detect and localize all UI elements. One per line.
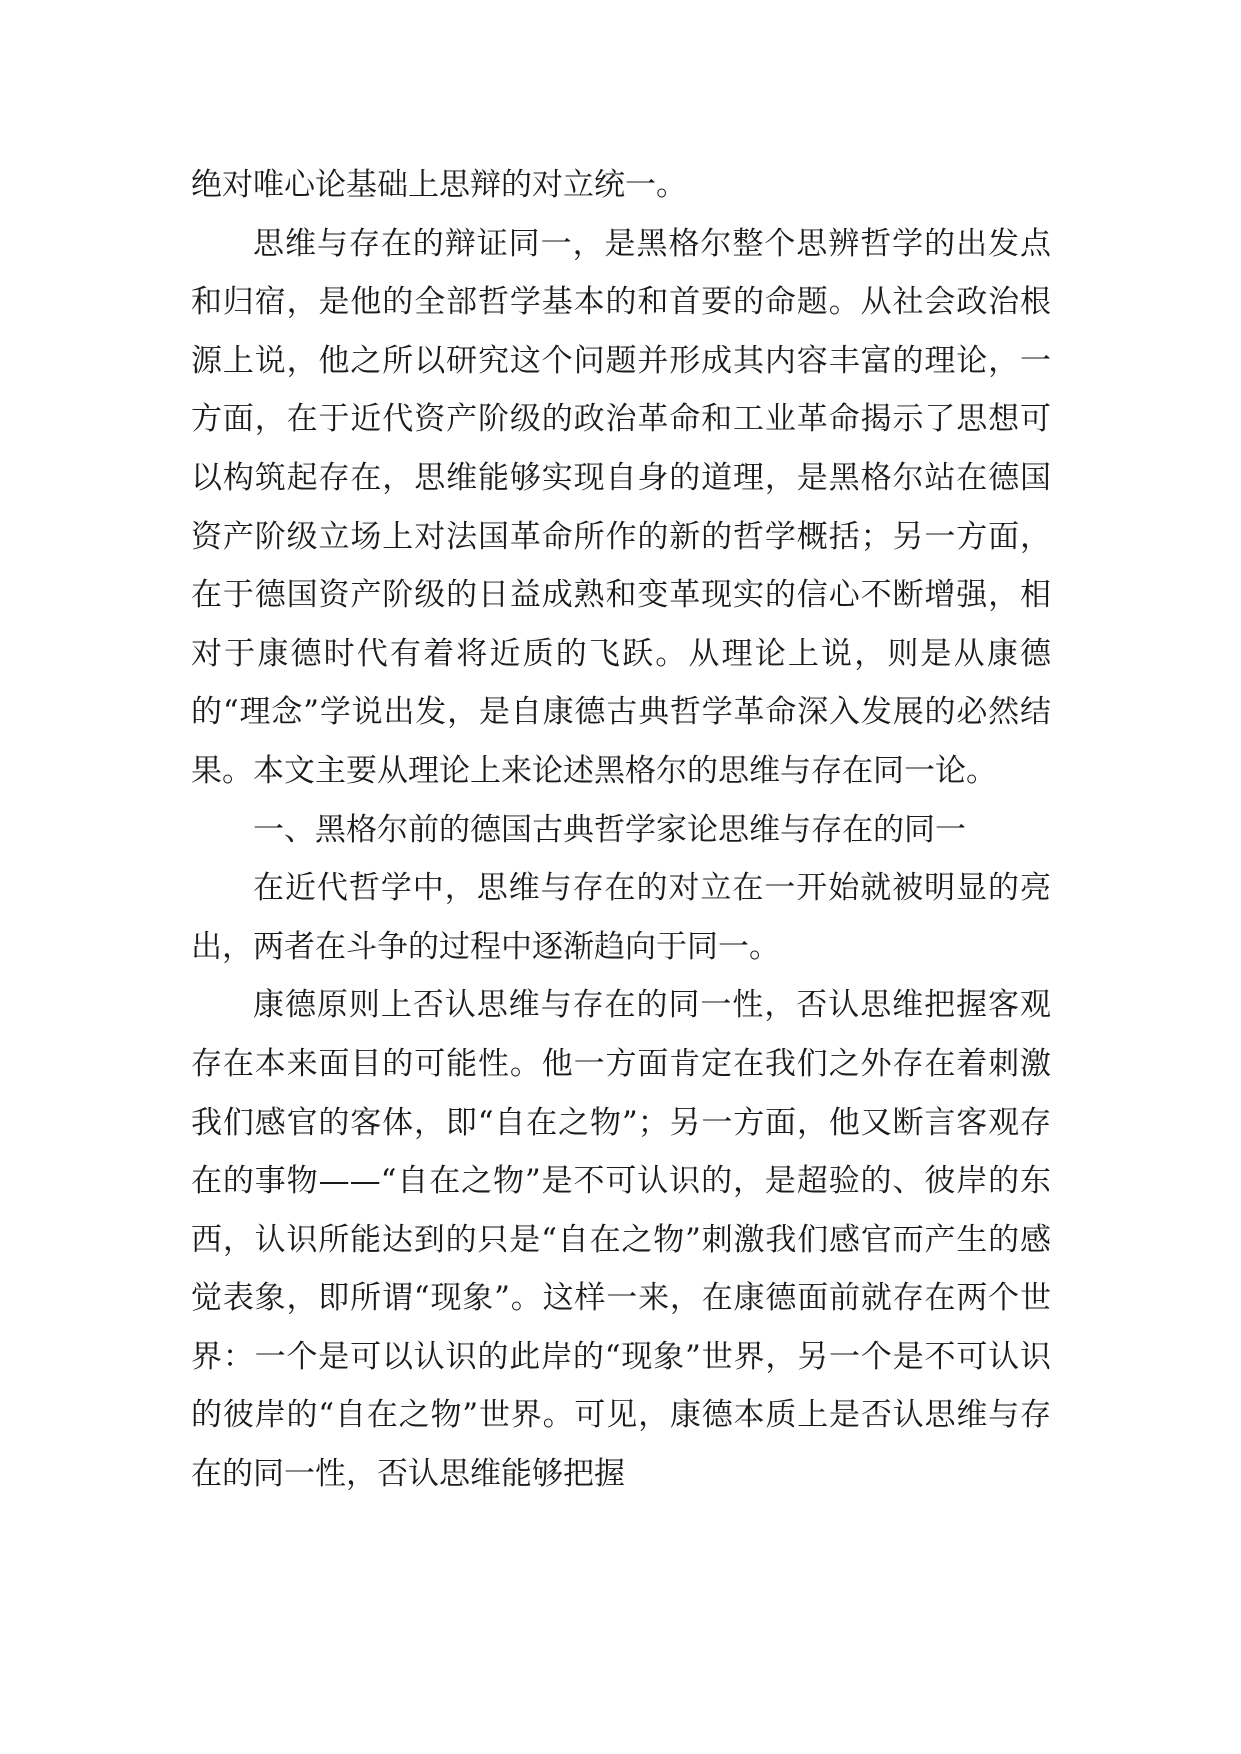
paragraph-hegel-identity: 思维与存在的辩证同一，是黑格尔整个思辨哲学的出发点和归宿，是他的全部哲学基本的和首要的命题。从社会政治根源上说，他之所以研究这个问题并形成其内容丰富的理论，一方面，在于近代资产阶级的政治革命和工业革命揭示了思想可以构筑起存在，思维能够实现自身的道理，是黑格尔站在德国资产阶级立场上对法国革命所作的新的哲学概括；另一方面，在于德国资产阶级的日益成熟和变革现实的信心不断增强，相对于康德时代有着将近质的飞跃。从理论上说，则是从康德的“理念”学说出发，是自康德古典哲学革命深入发展的必然结果。本文主要从理论上来论述黑格尔的思维与存在同一论。: [191, 225, 1051, 789]
paragraph-modern-philosophy: 在近代哲学中，思维与存在的对立在一开始就被明显的亮出，两者在斗争的过程中逐渐趋向于同一。: [191, 870, 1051, 965]
paragraph-kant: 康德原则上否认思维与存在的同一性，否认思维把握客观存在本来面目的可能性。他一方面肯定在我们之外存在着刺激我们感官的客体，即“自在之物”；另一方面，他又断言客观存在的事物——“自在之物”是不可认识的，是超验的、彼岸的东西，认识所能达到的只是“自在之物”刺激我们感官而产生的感觉表象，即所谓“现象”。这样一来，在康德面前就存在两个世界：一个是可以认识的此岸的“现象”世界，另一个是不可认识的彼岸的“自在之物”世界。可见，康德本质上是否认思维与存在的同一性，否认思维能够把握: [191, 987, 1051, 1493]
paragraph-continuation: 绝对唯心论基础上思辩的对立统一。: [191, 167, 687, 203]
document-body: [191, 156, 1051, 1504]
section-heading-1: 一、黑格尔前的德国古典哲学家论思维与存在的同一: [253, 811, 966, 848]
